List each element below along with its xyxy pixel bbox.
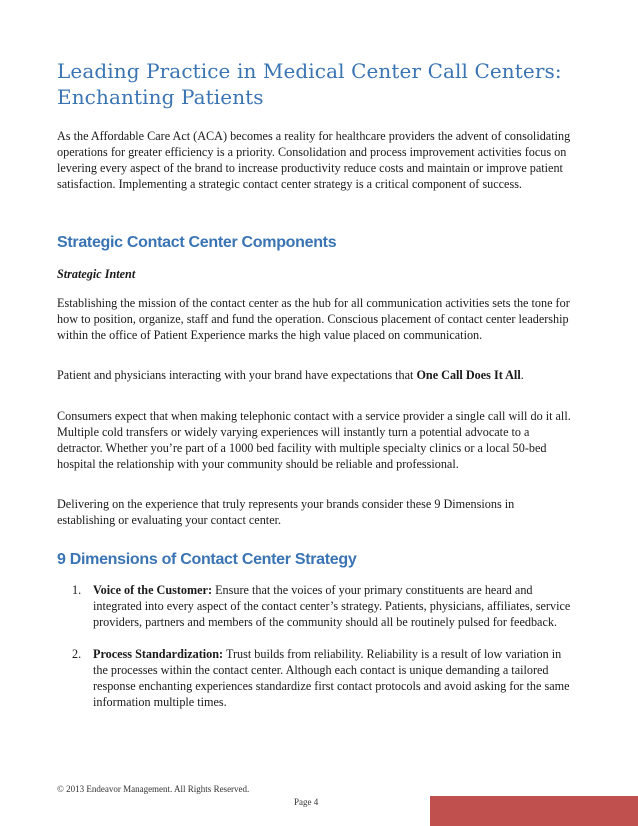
page-title: Leading Practice in Medical Center Call Centers: Enchanting Patients xyxy=(57,59,562,109)
footer-page-number: Page 4 xyxy=(294,797,319,807)
list-item xyxy=(57,582,577,630)
paragraph-consumers: Consumers expect that when making telephonic contact with a service provider a single call will do it all. Multiple cold transfers or widely varying experiences will instantly turn a potential advocate to a detractor. Whether you’re part of a 1000 bed facility with multiple specialty clinics or a local 50-bed hospital the relationship with your community should be reliable and professional. xyxy=(57,409,571,471)
intro-paragraph: As the Affordable Care Act (ACA) becomes a reality for healthcare providers the advent of consolidating operations for greater efficiency is a priority. Consolidation and process improvement activities focus on levering every aspect of the brand to increase productivity reduce costs and maintain or improve patient satisfaction. Implementing a strategic contact center strategy is a critical component of success. xyxy=(57,129,571,191)
list-item-number: 2. xyxy=(72,647,82,661)
list-item-label: Process Standardization: xyxy=(93,647,224,661)
footer-accent-bar xyxy=(430,796,638,826)
section-heading-components: Strategic Contact Center Components xyxy=(57,234,337,251)
footer-copyright: © 2013 Endeavor Management. All Rights Reserved. xyxy=(57,784,250,794)
list-item xyxy=(57,646,577,710)
list-item-text: Trust builds from reliability. Reliability is a result of low variation in the processes within the contact center. Although each contact is unique demanding a tailored response enchanting experiences standardize first contact protocols and avoid asking for the same information multiple times. xyxy=(93,647,570,709)
dimensions-list xyxy=(57,582,577,726)
emphasis-one-call: One Call Does It All xyxy=(416,368,521,382)
list-item-label: Voice of the Customer: xyxy=(93,583,213,597)
list-item-number: 1. xyxy=(72,583,82,597)
paragraph-delivering: Delivering on the experience that truly represents your brands consider these 9 Dimensions in establishing or evaluating your contact center. xyxy=(57,497,515,527)
section-heading-dimensions: 9 Dimensions of Contact Center Strategy xyxy=(57,551,357,568)
subheading-strategic-intent: Strategic Intent xyxy=(57,267,136,281)
paragraph-expectations-text: Patient and physicians interacting with your brand have expectations that xyxy=(57,368,417,382)
paragraph-mission: Establishing the mission of the contact center as the hub for all communication activities sets the tone for how to position, organize, staff and fund the operation. Conscious placement of contact center leadership within the office of Patient Experience marks the high value placed on communication. xyxy=(57,296,570,342)
list-item-text: Ensure that the voices of your primary constituents are heard and integrated into every aspect of the contact center’s strategy. Patients, physicians, affiliates, service providers, partners and members of the community should all be routinely pulsed for feedback. xyxy=(93,583,571,629)
paragraph-expectations-end: . xyxy=(520,368,524,382)
paragraph-expectations xyxy=(57,367,572,383)
